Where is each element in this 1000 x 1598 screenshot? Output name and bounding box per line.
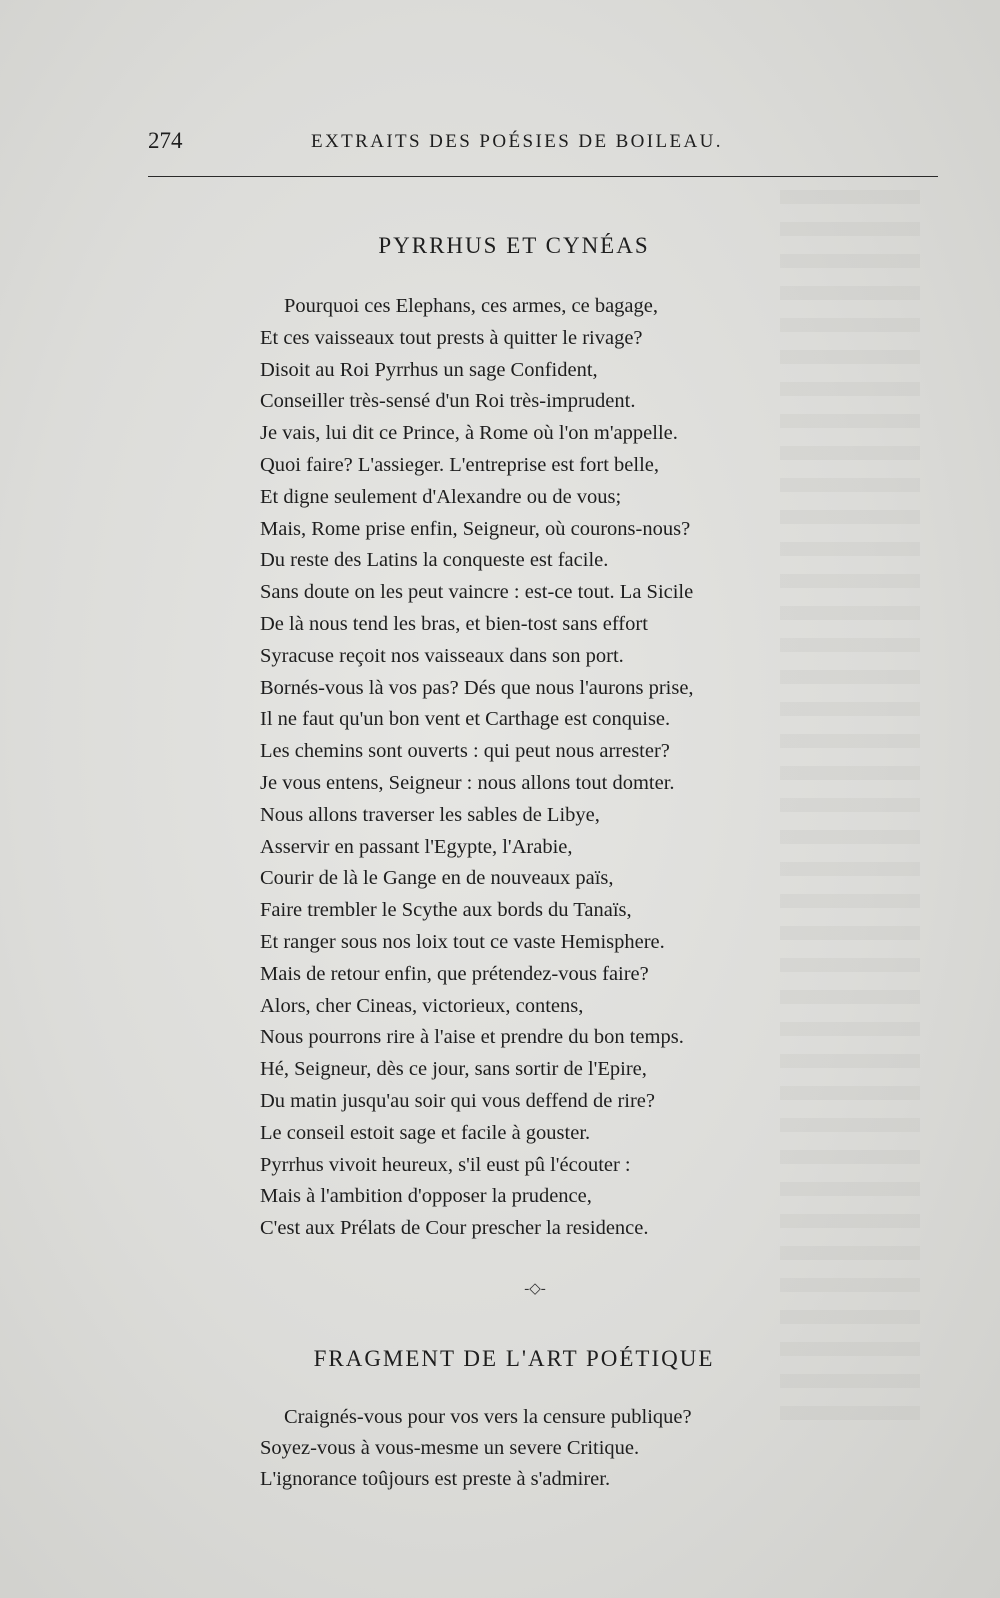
verse-line: Soyez-vous à vous-mesme un severe Critique. bbox=[260, 1437, 640, 1459]
verse-line: Du reste des Latins la conqueste est facile. bbox=[260, 549, 609, 572]
poem-pyrrhus-verses bbox=[260, 291, 694, 1245]
verse-line: Mais, Rome prise enfin, Seigneur, où courons-nous? bbox=[260, 517, 691, 540]
section-ornament: -◇- bbox=[524, 1281, 546, 1297]
verse-line: Alors, cher Cineas, victorieux, contens, bbox=[260, 994, 584, 1017]
verse-line: Bornés-vous là vos pas? Dés que nous l'aurons prise, bbox=[260, 676, 694, 699]
header-rule bbox=[148, 176, 938, 177]
verse-line: Je vous entens, Seigneur : nous allons tout domter. bbox=[260, 771, 675, 794]
verse-line: C'est aux Prélats de Cour prescher la residence. bbox=[260, 1217, 649, 1240]
show-through-text bbox=[780, 190, 920, 1430]
running-head bbox=[148, 128, 938, 162]
verse-line: Asservir en passant l'Egypte, l'Arabie, bbox=[260, 835, 573, 858]
verse-line: Faire trembler le Scythe aux bords du Tanaïs, bbox=[260, 899, 632, 922]
verse-line: Syracuse reçoit nos vaisseaux dans son port. bbox=[260, 644, 624, 667]
verse-line: Je vais, lui dit ce Prince, à Rome où l'on m'appelle. bbox=[260, 422, 678, 445]
verse-line: Et digne seulement d'Alexandre ou de vous; bbox=[260, 485, 622, 508]
verse-line: Craignés-vous pour vos vers la censure publique? bbox=[284, 1406, 692, 1428]
poem-title-art-poetique: FRAGMENT DE L'ART POÉTIQUE bbox=[313, 1346, 715, 1371]
verse-line: De là nous tend les bras, et bien-tost sans effort bbox=[260, 612, 648, 635]
verse-line: Hé, Seigneur, dès ce jour, sans sortir de l'Epire, bbox=[260, 1058, 647, 1081]
verse-line: Pourquoi ces Elephans, ces armes, ce bagage, bbox=[284, 295, 658, 317]
verse-line: Du matin jusqu'au soir qui vous deffend de rire? bbox=[260, 1089, 656, 1112]
verse-line: L'ignorance toûjours est preste à s'admirer. bbox=[260, 1468, 611, 1490]
verse-line: Le conseil estoit sage et facile à gouster. bbox=[260, 1121, 591, 1144]
verse-line: Sans doute on les peut vaincre : est-ce tout. La Sicile bbox=[260, 581, 694, 604]
verse-line: Mais de retour enfin, que prétendez-vous faire? bbox=[260, 962, 649, 985]
verse-line: Et ranger sous nos loix tout ce vaste Hemisphere. bbox=[260, 930, 665, 953]
poem-title-pyrrhus: PYRRHUS ET CYNÉAS bbox=[378, 233, 650, 258]
verse-line: Nous allons traverser les sables de Libye, bbox=[260, 803, 600, 826]
poem-art-poetique-verses bbox=[260, 1402, 692, 1495]
verse-line: Nous pourrons rire à l'aise et prendre du bon temps. bbox=[260, 1026, 684, 1049]
verse-line: Mais à l'ambition d'opposer la prudence, bbox=[260, 1185, 592, 1208]
verse-line: Pyrrhus vivoit heureux, s'il eust pû l'écouter : bbox=[260, 1153, 631, 1176]
verse-line: Les chemins sont ouverts : qui peut nous arrester? bbox=[260, 740, 670, 763]
verse-line: Disoit au Roi Pyrrhus un sage Confident, bbox=[260, 358, 598, 381]
verse-line: Courir de là le Gange en de nouveaux païs, bbox=[260, 867, 614, 890]
verse-line: Quoi faire? L'assieger. L'entreprise est fort belle, bbox=[260, 453, 659, 476]
running-title: EXTRAITS DES POÉSIES DE BOILEAU. bbox=[311, 131, 723, 152]
verse-line: Conseiller très-sensé d'un Roi très-imprudent. bbox=[260, 390, 636, 413]
page-number: 274 bbox=[148, 128, 183, 153]
verse-line: Et ces vaisseaux tout prests à quitter le rivage? bbox=[260, 326, 643, 349]
verse-line: Il ne faut qu'un bon vent et Carthage est conquise. bbox=[260, 708, 671, 731]
